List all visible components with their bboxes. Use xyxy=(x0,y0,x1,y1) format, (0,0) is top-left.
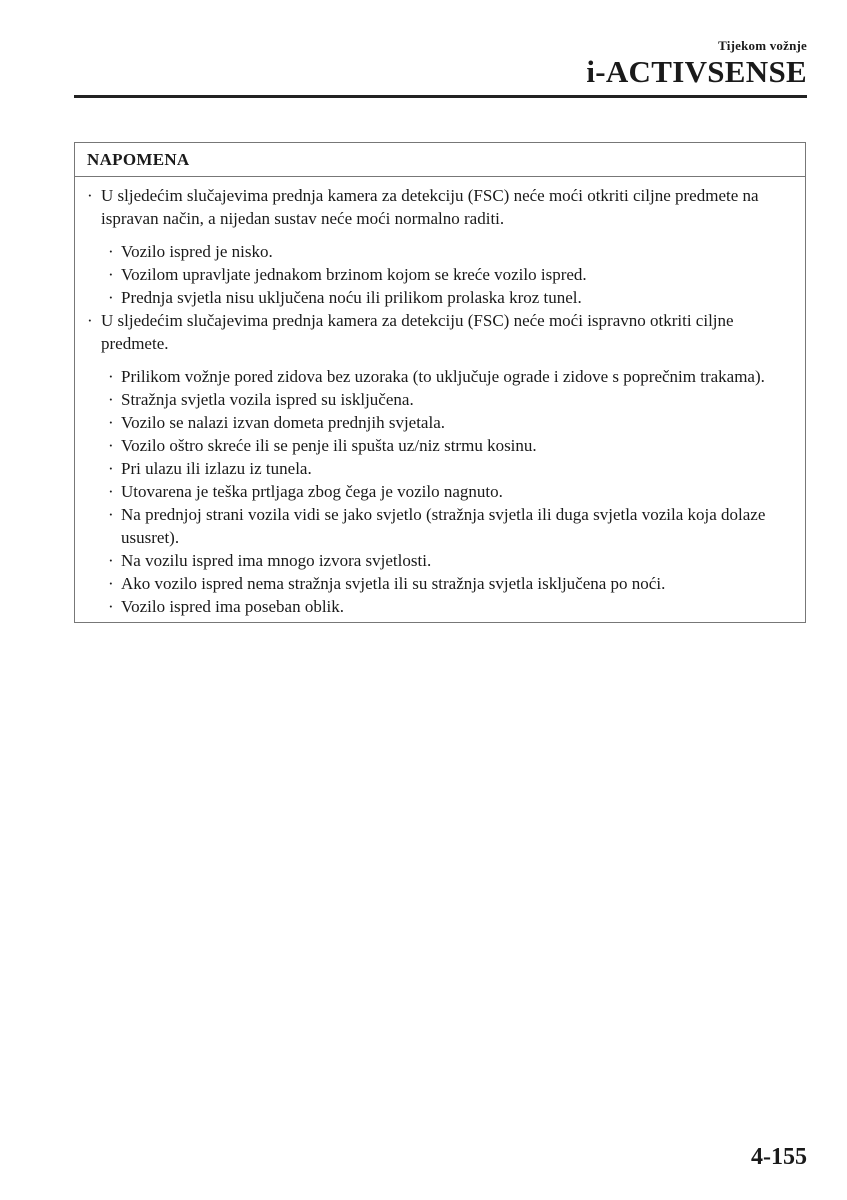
bullet-icon: · xyxy=(108,436,114,455)
bullet-icon: · xyxy=(108,288,114,307)
note-body xyxy=(75,177,805,622)
bullet-icon: · xyxy=(108,505,114,524)
section-label: Tijekom vožnje xyxy=(718,38,807,53)
note-item-text: U sljedećim slučajevima prednja kamera za detekciju (FSC) neće moći otkriti ciljne predmete na ispravan način, a nijedan sustav neće moći normalno raditi. xyxy=(101,186,759,228)
bullet-icon: · xyxy=(108,242,114,261)
note-subitem xyxy=(87,411,793,434)
note-subitem xyxy=(87,549,793,572)
bullet-icon: · xyxy=(108,551,114,570)
note-subitem xyxy=(87,388,793,411)
note-subitem xyxy=(87,457,793,480)
note-subitem xyxy=(87,286,793,309)
note-subitem xyxy=(87,572,793,595)
note-subitem-text: Na prednjoj strani vozila vidi se jako svjetlo (stražnja svjetla ili duga svjetla vozila koja dolaze ususret). xyxy=(121,505,766,547)
header-rule xyxy=(74,95,807,98)
note-subitem-text: Utovarena je teška prtljaga zbog čega je vozilo nagnuto. xyxy=(121,482,503,501)
note-subitem-text: Na vozilu ispred ima mnogo izvora svjetlosti. xyxy=(121,551,432,570)
bullet-icon: · xyxy=(87,186,93,205)
note-subitem xyxy=(87,434,793,457)
note-subitem xyxy=(87,480,793,503)
bullet-icon: · xyxy=(108,597,114,616)
note-item xyxy=(87,309,793,355)
note-box xyxy=(74,142,806,623)
note-title: NAPOMENA xyxy=(75,143,805,177)
bullet-icon: · xyxy=(108,265,114,284)
note-subitem-text: Vozilo ispred ima poseban oblik. xyxy=(121,597,345,616)
note-subitem-text: Vozilom upravljate jednakom brzinom kojom se kreće vozilo ispred. xyxy=(121,265,587,284)
note-subitem xyxy=(87,503,793,549)
note-subitem xyxy=(87,595,793,618)
note-subitem-text: Stražnja svjetla vozila ispred su isključena. xyxy=(121,390,414,409)
chapter-title: i-ACTIVSENSE xyxy=(586,54,807,89)
note-item-text: U sljedećim slučajevima prednja kamera za detekciju (FSC) neće moći ispravno otkriti ciljne predmete. xyxy=(101,311,734,353)
note-subitem xyxy=(87,240,793,263)
note-subitem xyxy=(87,263,793,286)
note-subitem-text: Vozilo ispred je nisko. xyxy=(121,242,273,261)
bullet-icon: · xyxy=(108,367,114,386)
bullet-icon: · xyxy=(108,482,114,501)
note-subitem-text: Prednja svjetla nisu uključena noću ili prilikom prolaska kroz tunel. xyxy=(121,288,582,307)
bullet-icon: · xyxy=(108,390,114,409)
note-subitem-text: Ako vozilo ispred nema stražnja svjetla ili su stražnja svjetla isključena po noći. xyxy=(121,574,666,593)
bullet-icon: · xyxy=(108,574,114,593)
note-item xyxy=(87,184,793,230)
note-subitem-text: Pri ulazu ili izlazu iz tunela. xyxy=(121,459,312,478)
bullet-icon: · xyxy=(108,459,114,478)
note-subitem-text: Vozilo se nalazi izvan dometa prednjih svjetala. xyxy=(121,413,445,432)
note-subitem-text: Prilikom vožnje pored zidova bez uzoraka (to uključuje ograde i zidove s poprečnim trakama). xyxy=(121,367,765,386)
page-number: 4-155 xyxy=(751,1144,807,1170)
note-subitem xyxy=(87,365,793,388)
bullet-icon: · xyxy=(87,311,93,330)
bullet-icon: · xyxy=(108,413,114,432)
note-subitem-text: Vozilo oštro skreće ili se penje ili spušta uz/niz strmu kosinu. xyxy=(121,436,537,455)
